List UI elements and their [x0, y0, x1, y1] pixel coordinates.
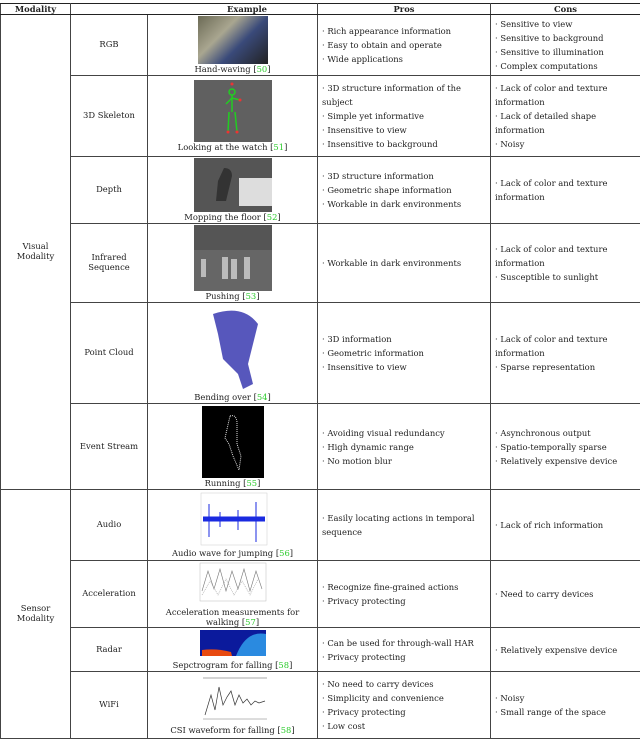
- pro-item: · No need to carry devices: [322, 677, 486, 691]
- con-item: · Sparse representation: [495, 360, 636, 374]
- example-cell: [148, 628, 318, 672]
- example-cell: [148, 404, 318, 490]
- pro-item: · Recognize fine-grained actions: [322, 580, 486, 594]
- example-cell: [148, 76, 318, 157]
- con-item: · Noisy: [495, 137, 636, 151]
- modality-comparison-table: [0, 3, 640, 739]
- con-item: · Lack of rich information: [495, 518, 636, 532]
- caption-text: Audio wave for jumping: [171, 548, 274, 558]
- pro-item: · Geometric information: [322, 346, 486, 360]
- group-visual-modality: Visual Modality: [1, 15, 71, 490]
- caption-text: Hand-waving: [194, 64, 251, 74]
- example-caption: Audio wave for jumping [56]: [171, 548, 294, 558]
- table-row: [1, 672, 640, 739]
- header-pros: Pros: [318, 4, 491, 15]
- example-image: [193, 304, 273, 392]
- pro-item: · Easily locating actions in temporal sequence: [322, 511, 486, 539]
- con-item: · Relatively expensive device: [495, 454, 636, 468]
- caption-text: CSI waveform for falling: [170, 725, 275, 735]
- citation-link[interactable]: 51: [273, 142, 285, 152]
- example-cell: [148, 157, 318, 224]
- pro-item: · Privacy protecting: [322, 705, 486, 719]
- cons-cell: [491, 672, 640, 739]
- citation-link[interactable]: 53: [245, 291, 257, 301]
- pros-cell: [318, 15, 491, 76]
- header-example: Example: [71, 4, 318, 15]
- citation-link[interactable]: 50: [256, 64, 268, 74]
- cons-cell: [491, 15, 640, 76]
- con-item: · Relatively expensive device: [495, 643, 636, 657]
- con-item: · Small range of the space: [495, 705, 636, 719]
- example-caption: Running [55]: [204, 477, 261, 488]
- cons-cell: [491, 404, 640, 490]
- table-row: [1, 404, 640, 490]
- pro-item: · Simplicity and convenience: [322, 691, 486, 705]
- con-item: · Lack of color and texture information: [495, 332, 636, 360]
- modality-name: 3D Skeleton: [71, 76, 148, 157]
- caption-text: Running: [204, 477, 241, 488]
- citation-link[interactable]: 54: [256, 392, 268, 402]
- example-caption: Mopping the floor [52]: [184, 212, 281, 222]
- con-item: · Asynchronous output: [495, 426, 636, 440]
- con-item: · Sensitive to view: [495, 17, 636, 31]
- table-row: [1, 15, 640, 76]
- caption-text: Sepctrogram for falling: [172, 659, 273, 670]
- table-row: [1, 76, 640, 157]
- pros-cell: [318, 157, 491, 224]
- modality-name: RGB: [71, 15, 148, 76]
- con-item: · Susceptible to sunlight: [495, 270, 636, 284]
- caption-text: Pushing: [205, 291, 240, 301]
- modality-name: Infrared Sequence: [71, 224, 148, 303]
- caption-text: Bending over: [194, 392, 251, 402]
- con-item: · Lack of color and texture information: [495, 176, 636, 204]
- con-item: · Complex computations: [495, 59, 636, 73]
- modality-name: Point Cloud: [71, 303, 148, 404]
- pros-cell: [318, 76, 491, 157]
- con-item: · Need to carry devices: [495, 587, 636, 601]
- cons-cell: [491, 628, 640, 672]
- pro-item: · Geometric shape information: [322, 183, 486, 197]
- example-image: [194, 80, 272, 142]
- pro-item: · Can be used for through-wall HAR: [322, 636, 486, 650]
- table-row: [1, 157, 640, 224]
- cons-cell: [491, 224, 640, 303]
- modality-name: Audio: [71, 490, 148, 561]
- table-row: [1, 561, 640, 628]
- con-item: · Sensitive to background: [495, 31, 636, 45]
- con-item: · Noisy: [495, 691, 636, 705]
- pro-item: · Insensitive to view: [322, 123, 486, 137]
- pro-item: · 3D structure information of the subject: [322, 81, 486, 109]
- pro-item: · Rich appearance information: [322, 24, 486, 38]
- con-item: · Lack of color and texture information: [495, 242, 636, 270]
- table-row: [1, 628, 640, 672]
- example-image: [196, 630, 270, 660]
- citation-link[interactable]: 58: [278, 659, 290, 670]
- pros-cell: [318, 224, 491, 303]
- modality-name: Acceleration: [71, 561, 148, 628]
- table-container: [0, 3, 640, 739]
- example-caption: Acceleration measurements for walking [57]: [165, 607, 300, 627]
- example-image: [195, 675, 271, 725]
- table-row: [1, 224, 640, 303]
- pros-cell: [318, 303, 491, 404]
- modality-name: WiFi: [71, 672, 148, 739]
- example-cell: [148, 303, 318, 404]
- cons-cell: [491, 157, 640, 224]
- pro-item: · High dynamic range: [322, 440, 486, 454]
- header-modality: Modality: [1, 4, 71, 15]
- citation-link[interactable]: 52: [266, 212, 278, 222]
- modality-name: Radar: [71, 628, 148, 672]
- group-sensor-modality: Sensor Modality: [1, 490, 71, 739]
- con-item: · Spatio-temporally sparse: [495, 440, 636, 454]
- pro-item: · 3D structure information: [322, 169, 486, 183]
- citation-link[interactable]: 56: [279, 548, 290, 558]
- caption-text: Mopping the floor: [184, 212, 261, 222]
- example-caption: Pushing [53]: [205, 291, 260, 301]
- pros-cell: [318, 672, 491, 739]
- cons-cell: [491, 303, 640, 404]
- con-item: · Lack of detailed shape information: [495, 109, 636, 137]
- cons-cell: [491, 490, 640, 561]
- cons-cell: [491, 76, 640, 157]
- example-caption: Hand-waving [50]: [194, 64, 271, 74]
- citation-link[interactable]: 57: [245, 617, 256, 627]
- pro-item: · Easy to obtain and operate: [322, 38, 486, 52]
- modality-name: Depth: [71, 157, 148, 224]
- example-cell: [148, 490, 318, 561]
- example-caption: Looking at the watch [51]: [177, 142, 288, 152]
- pro-item: · Insensitive to view: [322, 360, 486, 374]
- example-image: [198, 16, 268, 64]
- example-cell: [148, 224, 318, 303]
- pros-cell: [318, 561, 491, 628]
- pro-item: · Privacy protecting: [322, 650, 486, 664]
- pro-item: · Insensitive to background: [322, 137, 486, 151]
- caption-text: Looking at the watch: [177, 142, 268, 152]
- pro-item: · Avoiding visual redundancy: [322, 426, 486, 440]
- example-cell: [148, 15, 318, 76]
- example-image: [194, 158, 272, 212]
- example-image: [198, 492, 268, 548]
- pro-item: · Simple yet informative: [322, 109, 486, 123]
- example-image: [194, 225, 272, 291]
- citation-link[interactable]: 58: [280, 725, 292, 735]
- example-caption: Sepctrogram for falling [58]: [172, 659, 293, 670]
- pro-item: · Low cost: [322, 719, 486, 733]
- con-item: · Lack of color and texture information: [495, 81, 636, 109]
- pros-cell: [318, 404, 491, 490]
- pro-item: · Privacy protecting: [322, 594, 486, 608]
- citation-link[interactable]: 55: [246, 477, 258, 488]
- caption-text: Acceleration measurements for walking: [165, 607, 300, 627]
- table-row: [1, 303, 640, 404]
- example-cell: [148, 672, 318, 739]
- pros-cell: [318, 628, 491, 672]
- example-caption: CSI waveform for falling [58]: [170, 725, 295, 735]
- pro-item: · 3D information: [322, 332, 486, 346]
- example-image: [202, 406, 264, 478]
- cons-cell: [491, 561, 640, 628]
- pros-cell: [318, 490, 491, 561]
- pro-item: · Workable in dark environments: [322, 256, 486, 270]
- table-row: [1, 490, 640, 561]
- pro-item: · Workable in dark environments: [322, 197, 486, 211]
- modality-name: Event Stream: [71, 404, 148, 490]
- con-item: · Sensitive to illumination: [495, 45, 636, 59]
- header-cons: Cons: [491, 4, 640, 15]
- example-caption: Bending over [54]: [194, 392, 271, 402]
- pro-item: · No motion blur: [322, 454, 486, 468]
- example-image: [196, 561, 270, 607]
- pro-item: · Wide applications: [322, 52, 486, 66]
- example-cell: [148, 561, 318, 628]
